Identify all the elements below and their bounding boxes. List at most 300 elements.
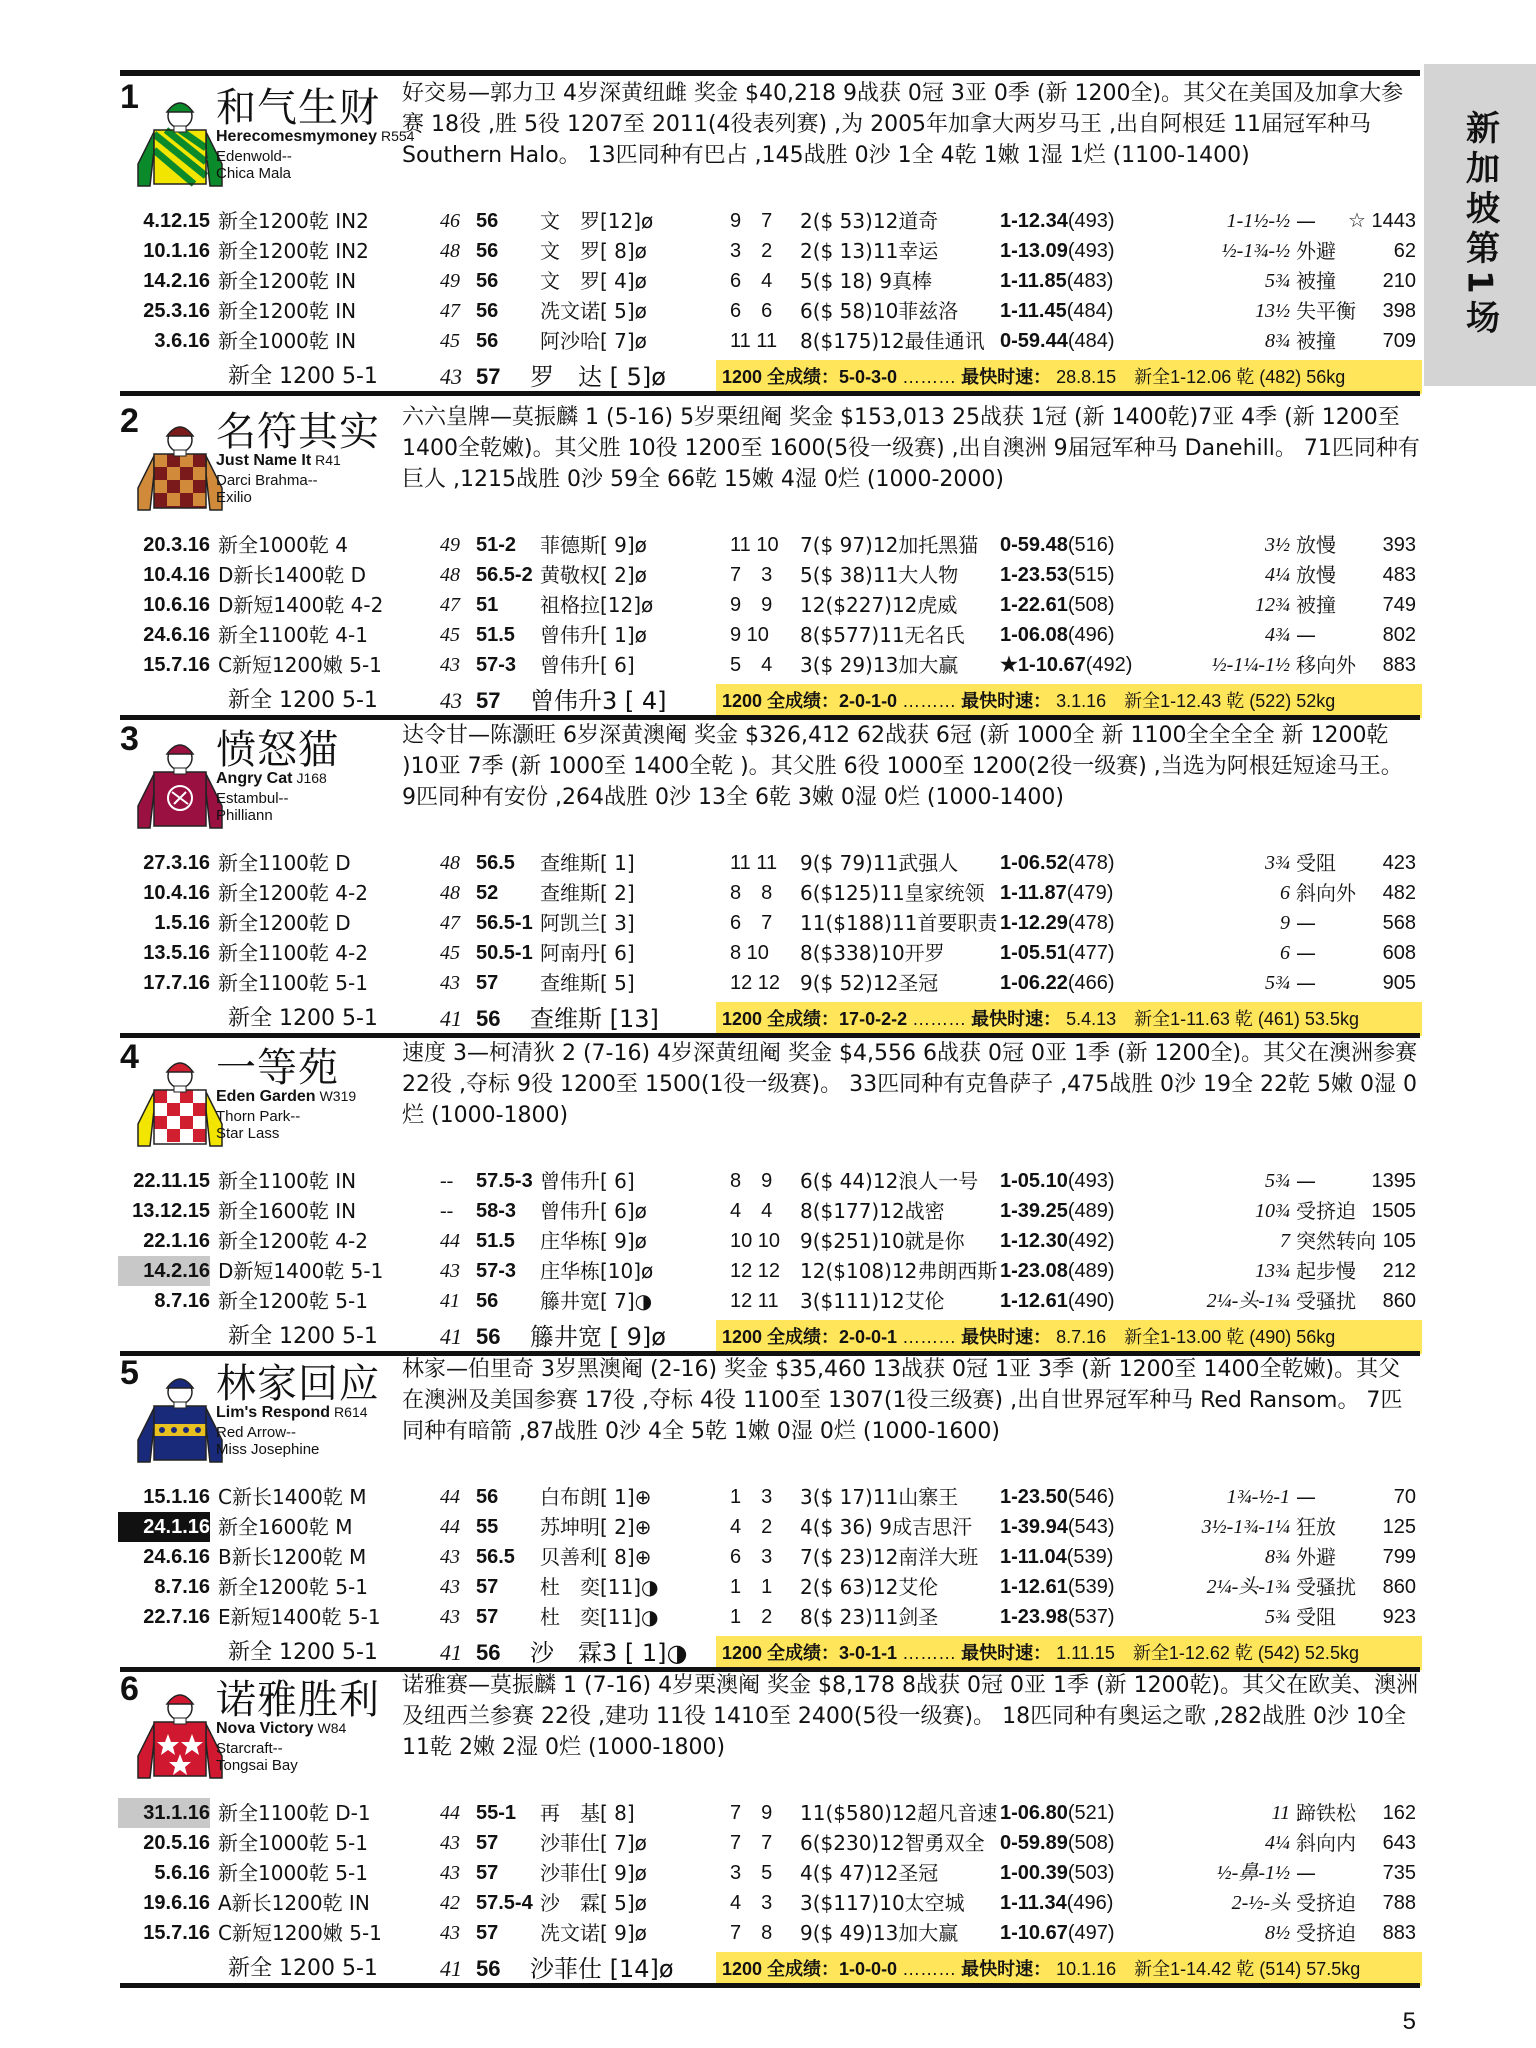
run-race-number: 788 (1382, 1892, 1416, 1914)
horse-name-en (216, 128, 414, 146)
run-comment: — (1296, 911, 1316, 935)
today-rating: 41 (440, 1324, 462, 1349)
run-time-value: 1-10.67 (1000, 1922, 1068, 1944)
today-weight: 56 (476, 1640, 501, 1665)
horse-entry (120, 78, 1420, 396)
run-bodyweight: (466) (1067, 972, 1115, 994)
run-rating: 48 (440, 564, 460, 586)
run-positions: 6 4 (730, 270, 773, 292)
run-finish: 9($ 49)13加大赢 (800, 1921, 959, 1945)
run-race-number: 212 (1382, 1260, 1416, 1282)
run-time-value: ★1-10.67 (1000, 654, 1086, 676)
side-tab-label: 新加坡第1场 (1459, 110, 1500, 340)
run-time-value: 1-11.87 (1000, 882, 1067, 904)
run-rating: 45 (440, 330, 460, 352)
run-date: 8.7.16 (154, 1576, 210, 1598)
fastest-date: 8.7.16 (1056, 1327, 1107, 1347)
today-jockey: 籐井宽 [ 9]ø (530, 1323, 666, 1351)
run-positions: 7 7 (730, 1832, 773, 1854)
run-comment: 失平衡 (1296, 299, 1356, 323)
horse-number: 2 (120, 402, 139, 440)
run-positions: 1 1 (730, 1576, 773, 1598)
run-comment: 受骚扰 (1296, 1575, 1356, 1599)
dam: Chica Mala (216, 165, 292, 182)
run-course: 新全1000乾 5-1 (218, 1831, 368, 1855)
record-value: 17-0-2-2 (839, 1009, 908, 1029)
run-course: 新全1200乾 D (218, 911, 351, 935)
run-date: 24.1.16 (118, 1512, 210, 1542)
horse-name-en-text: Eden Garden (216, 1088, 316, 1105)
jockey-silk (130, 90, 230, 194)
run-weight: 51.5 (476, 624, 515, 646)
run-date: 19.6.16 (143, 1892, 210, 1914)
today-weight: 56 (476, 1324, 501, 1349)
run-finish: 8($577)11无名氏 (800, 623, 965, 647)
horse-entry (120, 1038, 1420, 1356)
run-time-value: 1-11.34 (1000, 1892, 1067, 1914)
today-course: 新全 1200 5-1 (228, 1956, 378, 1981)
run-rating: 48 (440, 852, 460, 874)
run-race-number: 70 (1393, 1486, 1416, 1508)
run-course: 新全1100乾 D-1 (218, 1801, 371, 1825)
run-margin: 11 (1271, 1802, 1290, 1824)
run-margin: 6 (1280, 882, 1290, 904)
run-margin: 8¾ (1265, 330, 1290, 352)
run-comment: 被撞 (1296, 593, 1336, 617)
run-time (1000, 1226, 1115, 1256)
run-positions: 9 9 (730, 594, 773, 616)
past-run-row (120, 620, 1420, 650)
run-positions: 7 3 (730, 564, 773, 586)
entry-divider (120, 1983, 1420, 1988)
run-finish: 11($188)11首要职责 (800, 911, 998, 935)
run-margin: 4¼ (1265, 1832, 1290, 1854)
run-jockey: 沙 霖[ 5]ø (540, 1891, 647, 1915)
record-label: 1200 全成绩： (722, 1327, 840, 1347)
run-weight: 56.5 (476, 852, 515, 874)
run-rating: 43 (440, 1862, 460, 1884)
past-run-row (120, 1166, 1420, 1196)
run-course: 新全1000乾 4 (218, 533, 348, 557)
horse-name-cn: 愤怒猫 (216, 727, 339, 773)
run-comment: 起步慢 (1296, 1259, 1356, 1283)
run-date: 15.1.16 (143, 1486, 210, 1508)
fastest-time: 新全1-13.00 乾 (490) 56kg (1124, 1327, 1336, 1347)
run-race-number: 1395 (1371, 1170, 1416, 1192)
run-date: 10.6.16 (143, 594, 210, 616)
run-finish: 5($ 38)11大人物 (800, 563, 959, 587)
run-weight: 56.5 (476, 1546, 515, 1568)
run-comment: 受挤迫 (1296, 1199, 1356, 1223)
fastest-date: 3.1.16 (1056, 691, 1107, 711)
run-time (1000, 938, 1115, 968)
run-date: 3.6.16 (154, 330, 210, 352)
run-weight: 51.5 (476, 1230, 515, 1252)
run-margin: 10¾ (1255, 1200, 1290, 1222)
run-finish: 2($ 63)12艾伦 (800, 1575, 939, 1599)
run-date: 14.2.16 (143, 270, 210, 292)
run-race-number: 709 (1382, 330, 1416, 352)
run-positions: 11 10 (730, 534, 779, 556)
run-weight: 56 (476, 1486, 499, 1508)
horse-description (402, 1670, 1420, 1794)
run-jockey: 曾伟升[ 6]ø (540, 1199, 647, 1223)
run-jockey: 查维斯[ 5] (540, 971, 635, 995)
run-jockey: 杜 奕[11]◑ (540, 1575, 659, 1599)
run-rating: 44 (440, 1486, 460, 1508)
run-race-number: 860 (1382, 1290, 1416, 1312)
fastest-time: 新全1-14.42 乾 (514) 57.5kg (1134, 1959, 1361, 1979)
run-positions: 5 4 (730, 654, 773, 676)
past-run-row (120, 1798, 1420, 1828)
run-margin: ½-鼻-1½ (1216, 1862, 1290, 1884)
sire: Estambul-- (216, 790, 289, 807)
run-positions: 12 12 (730, 1260, 781, 1282)
run-weight: 58-3 (476, 1200, 517, 1222)
jockey-silk-icon (130, 732, 230, 836)
run-rating: -- (440, 1200, 454, 1222)
run-time-value: 1-05.10 (1000, 1170, 1068, 1192)
horse-entry (120, 720, 1420, 1038)
past-run-row (120, 1512, 1420, 1542)
horse-bio: 其父在澳洲及美国参赛 17役 ,夺标 4役 1100至 1307(1役三级赛) ,出自世界冠军种马 Red Ransom。 7匹同种有暗箭 ,87战胜 0沙 4全 5乾 1嫩 0湿 0烂 (1000-1600) (402, 1357, 1403, 1444)
run-weight: 51-2 (476, 534, 517, 556)
record-value: 2-0-0-1 (839, 1327, 898, 1347)
run-course: C新短1200嫩 5-1 (218, 1921, 382, 1945)
today-course: 新全 1200 5-1 (228, 688, 378, 713)
run-weight: 57 (476, 1606, 499, 1628)
horse-code: R614 (334, 1404, 368, 1420)
past-run-row (120, 266, 1420, 296)
run-margin: 13¾ (1255, 1260, 1290, 1282)
run-jockey: 杜 奕[11]◑ (540, 1605, 659, 1629)
jockey-silk (130, 1682, 230, 1786)
run-date: 4.12.15 (143, 210, 210, 232)
run-finish: 9($251)10就是你 (800, 1229, 965, 1253)
run-race-number: ☆ 1443 (1348, 210, 1416, 232)
dam: Philliann (216, 807, 273, 824)
run-date: 24.6.16 (143, 624, 210, 646)
run-weight: 57 (476, 972, 499, 994)
run-finish: 8($338)10开罗 (800, 941, 945, 965)
run-time (1000, 1256, 1115, 1286)
run-rating: 47 (440, 300, 460, 322)
run-rating: 43 (440, 1922, 460, 1944)
horse-bio: 其父在欧美、澳洲及纽西兰参赛 22役 ,建功 11役 1410至 2400(5役一级赛)。 18匹同种有奥运之歌 ,282战胜 0沙 10全 11乾 2嫩 2湿 0烂 (1000-1800) (402, 1673, 1419, 1760)
past-run-row (120, 590, 1420, 620)
past-run-row (120, 1858, 1420, 1888)
horse-name-cn: 一等苑 (216, 1045, 339, 1091)
run-comment: 突然转向 (1296, 1229, 1376, 1253)
today-line (120, 360, 1420, 394)
run-finish: 3($111)12艾伦 (800, 1289, 945, 1313)
horse-name-en-text: Nova Victory (216, 1720, 314, 1737)
past-run-row (120, 1286, 1420, 1316)
run-race-number: 1505 (1371, 1200, 1416, 1222)
run-margin: 5¾ (1265, 1606, 1290, 1628)
run-time-value: 1-06.80 (1000, 1802, 1068, 1824)
race-side-tab (1424, 64, 1536, 386)
horse-description (402, 402, 1420, 526)
horse-name-en (216, 1088, 356, 1106)
run-time (1000, 968, 1115, 998)
run-date: 5.6.16 (154, 1862, 210, 1884)
run-weight: 56 (476, 270, 499, 292)
run-course: 新全1600乾 M (218, 1515, 353, 1539)
fastest-date: 10.1.16 (1056, 1959, 1117, 1979)
today-course: 新全 1200 5-1 (228, 1324, 378, 1349)
run-positions: 7 9 (730, 1802, 773, 1824)
run-race-number: 643 (1382, 1832, 1416, 1854)
run-finish: 3($117)10太空城 (800, 1891, 965, 1915)
run-positions: 8 9 (730, 1170, 773, 1192)
dam: Star Lass (216, 1125, 280, 1142)
run-finish: 7($ 23)12南洋大班 (800, 1545, 979, 1569)
run-time (1000, 266, 1113, 296)
run-rating: 42 (440, 1892, 460, 1914)
run-comment: — (1296, 1861, 1316, 1885)
pedigree (216, 1424, 319, 1458)
pedigree (216, 148, 292, 182)
run-bodyweight: (508) (1067, 594, 1115, 616)
run-jockey: 文 罗[ 4]ø (540, 269, 647, 293)
run-race-number: 210 (1382, 270, 1416, 292)
past-run-row (120, 1196, 1420, 1226)
jockey-silk-icon (130, 90, 230, 194)
run-race-number: 802 (1382, 624, 1416, 646)
fastest-label: 最快时速： (961, 1327, 1052, 1347)
run-comment: 受骚扰 (1296, 1289, 1356, 1313)
run-jockey: 贝善利[ 8]⊕ (540, 1545, 652, 1569)
horse-entry (120, 1354, 1420, 1672)
run-comment: — (1296, 209, 1316, 233)
run-weight: 57.5-3 (476, 1170, 533, 1192)
run-time-value: 1-23.53 (1000, 564, 1068, 586)
past-run-row (120, 968, 1420, 998)
run-weight: 56 (476, 240, 499, 262)
today-weight: 57 (476, 364, 501, 389)
run-time-value: 1-12.61 (1000, 1290, 1068, 1312)
run-positions: 12 11 (730, 1290, 779, 1312)
run-weight: 50.5-1 (476, 942, 533, 964)
run-date: 22.7.16 (143, 1606, 210, 1628)
distance-summary: 1200 全成绩：2-0-1-0 ……… 最快时速： 3.1.16 新全1-12.43 乾 (522) 52kg (716, 684, 1422, 718)
today-rating: 43 (440, 688, 462, 713)
record-value: 1-0-0-0 (839, 1959, 898, 1979)
run-date: 10.4.16 (143, 882, 210, 904)
run-finish: 8($175)12最佳通讯 (800, 329, 985, 353)
run-jockey: 曾伟升[ 1]ø (540, 623, 647, 647)
run-time (1000, 236, 1115, 266)
past-run-row (120, 236, 1420, 266)
fastest-time: 新全1-12.43 乾 (522) 52kg (1124, 691, 1336, 711)
run-date: 22.11.15 (133, 1170, 210, 1192)
run-weight: 55 (476, 1516, 499, 1538)
run-date: 27.3.16 (143, 852, 210, 874)
run-weight: 57 (476, 1862, 499, 1884)
run-jockey: 曾伟升[ 6] (540, 653, 635, 677)
run-race-number: 860 (1382, 1576, 1416, 1598)
run-time-value: 1-39.94 (1000, 1516, 1068, 1538)
jockey-silk-icon (130, 414, 230, 518)
horse-code: W84 (317, 1720, 347, 1736)
run-finish: 4($ 36) 9成吉思汗 (800, 1515, 972, 1539)
run-rating: 46 (440, 210, 460, 232)
run-bodyweight: (516) (1067, 534, 1115, 556)
run-positions: 9 10 (730, 624, 769, 646)
sire: Edenwold-- (216, 148, 292, 165)
entry-divider (120, 391, 1420, 396)
horse-description (402, 1354, 1420, 1478)
run-margin: ½-1¼-1½ (1211, 654, 1290, 676)
past-run-row (120, 1828, 1420, 1858)
run-weight: 57-3 (476, 654, 517, 676)
run-rating: 45 (440, 624, 460, 646)
horse-number: 5 (120, 1354, 139, 1392)
run-bodyweight: (537) (1067, 1606, 1115, 1628)
run-bodyweight: (539) (1066, 1546, 1114, 1568)
run-race-number: 883 (1382, 1922, 1416, 1944)
horse-code: R41 (315, 452, 341, 468)
horse-header: 好交易—郭力卫 4岁深黄纽雌 奖金 $40,218 9战获 0冠 3亚 0季 (新 1200全)。 (402, 81, 1184, 106)
run-time-value: 1-12.34 (1000, 210, 1068, 232)
fastest-date: 28.8.15 (1056, 367, 1117, 387)
run-weight: 57 (476, 1576, 499, 1598)
run-bodyweight: (489) (1067, 1200, 1115, 1222)
run-margin: 3½-1¾-1¼ (1201, 1516, 1290, 1538)
today-jockey: 查维斯 [13] (530, 1005, 659, 1033)
run-date: 15.7.16 (143, 654, 210, 676)
run-weight: 56 (476, 210, 499, 232)
run-margin: 6 (1280, 942, 1290, 964)
run-rating: 44 (440, 1516, 460, 1538)
run-race-number: 423 (1382, 852, 1416, 874)
run-race-number: 749 (1382, 594, 1416, 616)
past-run-row (120, 878, 1420, 908)
distance-summary: 1200 全成绩：1-0-0-0 ……… 最快时速： 10.1.16 新全1-14.42 乾 (514) 57.5kg (716, 1952, 1422, 1986)
dam: Miss Josephine (216, 1441, 320, 1458)
run-course: A新长1200乾 IN (218, 1891, 370, 1915)
horse-entry (120, 1670, 1420, 1988)
run-time-value: 1-06.08 (1000, 624, 1068, 646)
run-comment: — (1296, 1169, 1316, 1193)
run-positions: 1 3 (730, 1486, 773, 1508)
run-race-number: 923 (1382, 1606, 1416, 1628)
fastest-time: 新全1-12.06 乾 (482) 56kg (1134, 367, 1346, 387)
fastest-time: 新全1-11.63 乾 (461) 53.5kg (1134, 1009, 1359, 1029)
run-time-value: 1-13.09 (1000, 240, 1068, 262)
today-rating: 41 (440, 1956, 462, 1981)
run-race-number: 105 (1382, 1230, 1416, 1252)
run-finish: 7($ 97)12加托黑猫 (800, 533, 979, 557)
run-bodyweight: (484) (1066, 300, 1114, 322)
horse-header: 速度 3—柯清狄 2 (7-16) 4岁深黄纽阉 奖金 $4,556 6战获 0冠 0亚 1季 (新 1200全)。 (402, 1041, 1264, 1066)
today-line (120, 1636, 1420, 1670)
run-comment: 移向外 (1296, 653, 1356, 677)
pedigree (216, 1108, 300, 1142)
jockey-silk-icon (130, 1050, 230, 1154)
run-time-value: 1-00.39 (1000, 1862, 1068, 1884)
run-positions: 6 6 (730, 300, 773, 322)
run-time (1000, 620, 1115, 650)
horse-number: 3 (120, 720, 139, 758)
fastest-label: 最快时速： (961, 691, 1052, 711)
distance-summary: 1200 全成绩：3-0-1-1 ……… 最快时速： 1.11.15 新全1-12.62 乾 (542) 52.5kg (716, 1636, 1422, 1670)
run-comment: 被撞 (1296, 269, 1336, 293)
distance-summary: 1200 全成绩：2-0-0-1 ……… 最快时速： 8.7.16 新全1-13.00 乾 (490) 56kg (716, 1320, 1422, 1354)
run-time (1000, 296, 1113, 326)
run-jockey: 庄华栋[ 9]ø (540, 1229, 647, 1253)
past-run-row (120, 1226, 1420, 1256)
run-course: 新全1200乾 IN2 (218, 209, 369, 233)
run-weight: 51 (476, 594, 499, 616)
run-finish: 4($ 47)12圣冠 (800, 1861, 939, 1885)
run-bodyweight: (483) (1066, 270, 1114, 292)
horse-bio: 其父胜 6役 1000至 1200(2役一级赛) ,当选为阿根廷短途马王。 9匹同种有安份 ,264战胜 0沙 13全 6乾 3嫩 0湿 0烂 (1000-1400) (402, 754, 1403, 810)
horse-number: 4 (120, 1038, 139, 1076)
record-label: 1200 全成绩： (722, 367, 840, 387)
run-race-number: 482 (1382, 882, 1416, 904)
today-jockey: 罗 达 [ 5]ø (530, 363, 666, 391)
horse-name-cn: 林家回应 (216, 1361, 380, 1407)
run-rating: 44 (440, 1230, 460, 1252)
run-date: 20.5.16 (143, 1832, 210, 1854)
past-run-row (120, 908, 1420, 938)
jockey-silk (130, 1366, 230, 1470)
today-rating: 43 (440, 364, 462, 389)
run-course: 新全1100乾 5-1 (218, 971, 368, 995)
fastest-time: 新全1-12.62 乾 (542) 52.5kg (1132, 1643, 1359, 1663)
run-comment: 受挤迫 (1296, 1891, 1356, 1915)
run-bodyweight: (521) (1067, 1802, 1115, 1824)
today-course: 新全 1200 5-1 (228, 1640, 378, 1665)
run-margin: 9 (1280, 912, 1290, 934)
run-time-value: 1-23.98 (1000, 1606, 1068, 1628)
run-race-number: 568 (1382, 912, 1416, 934)
run-bodyweight: (493) (1067, 1170, 1115, 1192)
run-race-number: 905 (1382, 972, 1416, 994)
run-race-number: 883 (1382, 654, 1416, 676)
run-date: 20.3.16 (143, 534, 210, 556)
dam: Tongsai Bay (216, 1757, 298, 1774)
record-label: 1200 全成绩： (722, 691, 840, 711)
run-jockey: 白布朗[ 1]⊕ (540, 1485, 652, 1509)
fastest-label: 最快时速： (961, 1643, 1052, 1663)
run-bodyweight: (496) (1066, 1892, 1114, 1914)
horse-header: 六六皇牌—莫振麟 1 (5-16) 5岁栗纽阉 奖金 $153,013 25战获 1冠 (新 1400乾)7亚 4季 (新 1200至 1400全乾嫩)。 (402, 405, 1400, 461)
run-positions: 6 7 (730, 912, 773, 934)
run-course: 新全1100乾 4-2 (218, 941, 368, 965)
run-weight: 56 (476, 330, 499, 352)
run-bodyweight: (478) (1067, 912, 1115, 934)
past-run-row (120, 1542, 1420, 1572)
run-bodyweight: (492) (1085, 654, 1133, 676)
run-rating: 48 (440, 882, 460, 904)
run-positions: 9 7 (730, 210, 773, 232)
run-course: 新全1200乾 IN2 (218, 239, 369, 263)
run-time-value: 1-11.04 (1000, 1546, 1067, 1568)
run-race-number: 62 (1393, 240, 1416, 262)
horse-bio: 其父胜 10役 1200至 1600(5役一级赛) ,出自澳洲 9届冠军种马 Danehill。 71匹同种有巨人 ,1215战胜 0沙 59全 66乾 15嫩 4湿 0烂 (1000-2000) (402, 436, 1420, 492)
run-weight: 57.5-4 (476, 1892, 533, 1914)
today-line (120, 1952, 1420, 1986)
run-margin: 1¾-½-1 (1226, 1486, 1290, 1508)
run-time (1000, 1858, 1115, 1888)
run-date: 31.1.16 (118, 1798, 210, 1828)
run-race-number: 162 (1382, 1802, 1416, 1824)
horse-name-en (216, 1404, 368, 1422)
today-rating: 41 (440, 1006, 462, 1031)
